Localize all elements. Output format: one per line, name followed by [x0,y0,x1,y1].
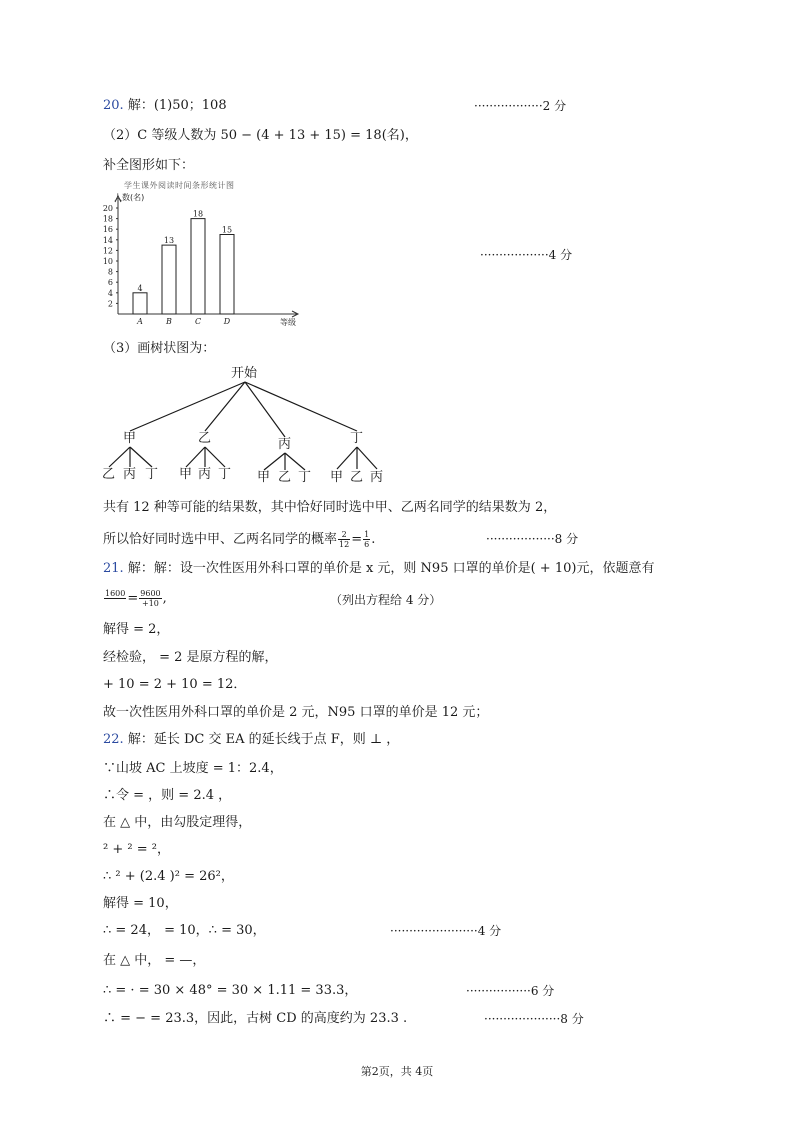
denominator: 6 [364,540,370,549]
q20-probability-text: 所以恰好同时选中甲、乙两名同学的概率 [103,532,338,547]
q22-line3: ∴令 = ，则 = 2.4 ， [103,788,232,803]
x-axis-label: 等级 [280,318,296,327]
tree-branch [264,453,285,470]
tree-node-l2: 乙 [350,470,364,485]
q22-line6: ∴ ² + (2.4 )² = 26²， [103,869,234,884]
denominator: 12 [339,540,350,549]
fraction [139,589,161,608]
q21-line1 [103,561,654,577]
q20-score3: ··················8 分 [486,532,579,546]
fraction [104,589,126,608]
page-footer: 第2页，共 4页 [360,1065,434,1078]
tree-node-l2: 丙 [198,467,212,482]
equals-sign: = [127,591,139,606]
tree-node-l1: 乙 [198,431,212,446]
bar-value-label: 4 [137,283,143,293]
q22-line7: 解得 = 10， [103,896,178,911]
y-tick-label: 14 [102,235,113,245]
q21-line3: 解得 = 2， [103,622,170,637]
q21-text1: 解：解：设一次性医用外科口罩的单价是 x 元，则 N95 口罩的单价是( + 10)元，依题意有 [127,561,655,576]
bar-value-label: 15 [221,225,233,235]
q20-line5: 共有 12 种等可能的结果数，其中恰好同时选中甲、乙两名同学的结果数为 2， [103,500,557,515]
q22-line8: ∴ = 24， = 10，∴ = 30， [103,923,266,938]
x-tick-label: C [194,317,202,326]
q20-answer1: 解：(1)50；108 [127,98,227,113]
q20-line3: 补全图形如下： [103,158,195,173]
bar-C [191,219,205,314]
q20-score2: ··················4 分 [480,248,573,262]
q22-line4: 在 △ 中，由勾股定理得， [103,815,252,830]
y-axis-label: 人数(名) [114,193,145,202]
q22-score2: ·················6 分 [466,984,555,998]
y-tick-label: 6 [107,278,113,288]
numerator: 9600 [140,589,161,598]
tree-node-l1: 丁 [350,431,364,446]
tree-node-l2: 丁 [218,467,232,482]
y-tick-label: 2 [107,299,113,309]
equals-sign: = [351,532,363,547]
y-tick-label: 4 [107,288,113,298]
bar-chart [96,190,306,330]
tree-branch [205,447,225,467]
tree-node-l2: 丁 [298,470,312,485]
tree-node-l1: 丙 [278,437,292,452]
bar-value-label: 13 [163,236,175,246]
tree-node-l2: 甲 [257,470,271,485]
tree-branch [109,447,130,467]
q20-line4: （3）画树状图为： [103,341,216,356]
q22-line1 [103,732,399,748]
y-tick-label: 8 [107,267,113,277]
q20-line1 [103,98,227,114]
q20-score1: ··················2 分 [474,99,567,113]
bar-A [133,293,147,314]
tree-node-l2: 丙 [370,470,384,485]
tree-branch [357,447,377,469]
tree-node-l1: 甲 [123,431,137,446]
fraction [338,530,350,549]
q20-line6 [103,530,375,549]
fraction [363,530,370,549]
y-tick-label: 12 [102,246,113,256]
q22-line11: ∴ = − = 23.3，因此，古树 CD 的高度约为 23.3 . [103,1011,408,1026]
bar-D [220,235,234,315]
numerator: 2 [338,530,350,540]
tree-branch [285,453,305,470]
comma: , [162,591,167,606]
tree-node-l2: 乙 [102,467,116,482]
q21-line4: 经检验， = 2 是原方程的解， [103,650,278,665]
q22-number: 22. [103,732,124,747]
bar-value-label: 18 [192,209,204,219]
tree-branch [130,447,152,467]
x-tick-label: B [166,317,172,326]
numerator: 1 [364,530,370,539]
numerator: 1600 [105,589,126,598]
y-tick-label: 10 [102,257,113,266]
tree-node-l2: 甲 [330,470,344,485]
y-tick-label: 18 [102,214,113,224]
tree-branch [130,382,245,431]
q20-line2: （2）C 等级人数为 50 − (4 + 13 + 15) = 18(名)， [103,128,418,143]
q22-score1: ·······················4 分 [390,924,502,938]
q22-line2: ∵山坡 AC 上坡度 = 1：2.4， [103,761,283,776]
q22-text1: 解：延长 DC 交 EA 的延长线于点 F，则 ⊥ ， [127,732,400,747]
tree-node-l2: 乙 [278,470,292,485]
x-tick-label: A [137,317,143,326]
q21-number: 21. [103,561,124,576]
denominator: +10 [142,599,159,608]
q22-line10: ∴ = · = 30 × 48° = 30 × 1.11 = 33.3， [103,983,358,998]
q21-line6: 故一次性医用外科口罩的单价是 2 元，N95 口罩的单价是 12 元； [103,705,489,720]
tree-branch [337,447,357,469]
tree-branch [245,382,357,431]
y-tick-label: 16 [102,225,113,235]
period: . [371,532,376,547]
chart-title: 学生课外阅读时间条形统计图 [124,181,235,190]
bar-B [162,245,176,314]
tree-branch [205,382,245,431]
q21-equation [103,589,167,608]
q22-line9: 在 △ 中， = —， [103,953,206,968]
tree-node-l2: 甲 [179,467,193,482]
q21-note: （列出方程给 4 分） [330,593,442,607]
tree-root: 开始 [231,366,258,381]
q22-score3: ····················8 分 [484,1012,584,1026]
tree-node-l2: 丙 [123,467,137,482]
q20-number: 20. [103,98,124,113]
tree-node-l2: 丁 [145,467,159,482]
q21-line5: + 10 = 2 + 10 = 12． [103,677,247,692]
denominator [104,599,126,608]
q22-line5: ² + ² = ²， [103,842,170,857]
x-tick-label: D [223,317,231,326]
tree-branch [186,447,205,467]
y-tick-label: 20 [102,204,113,213]
